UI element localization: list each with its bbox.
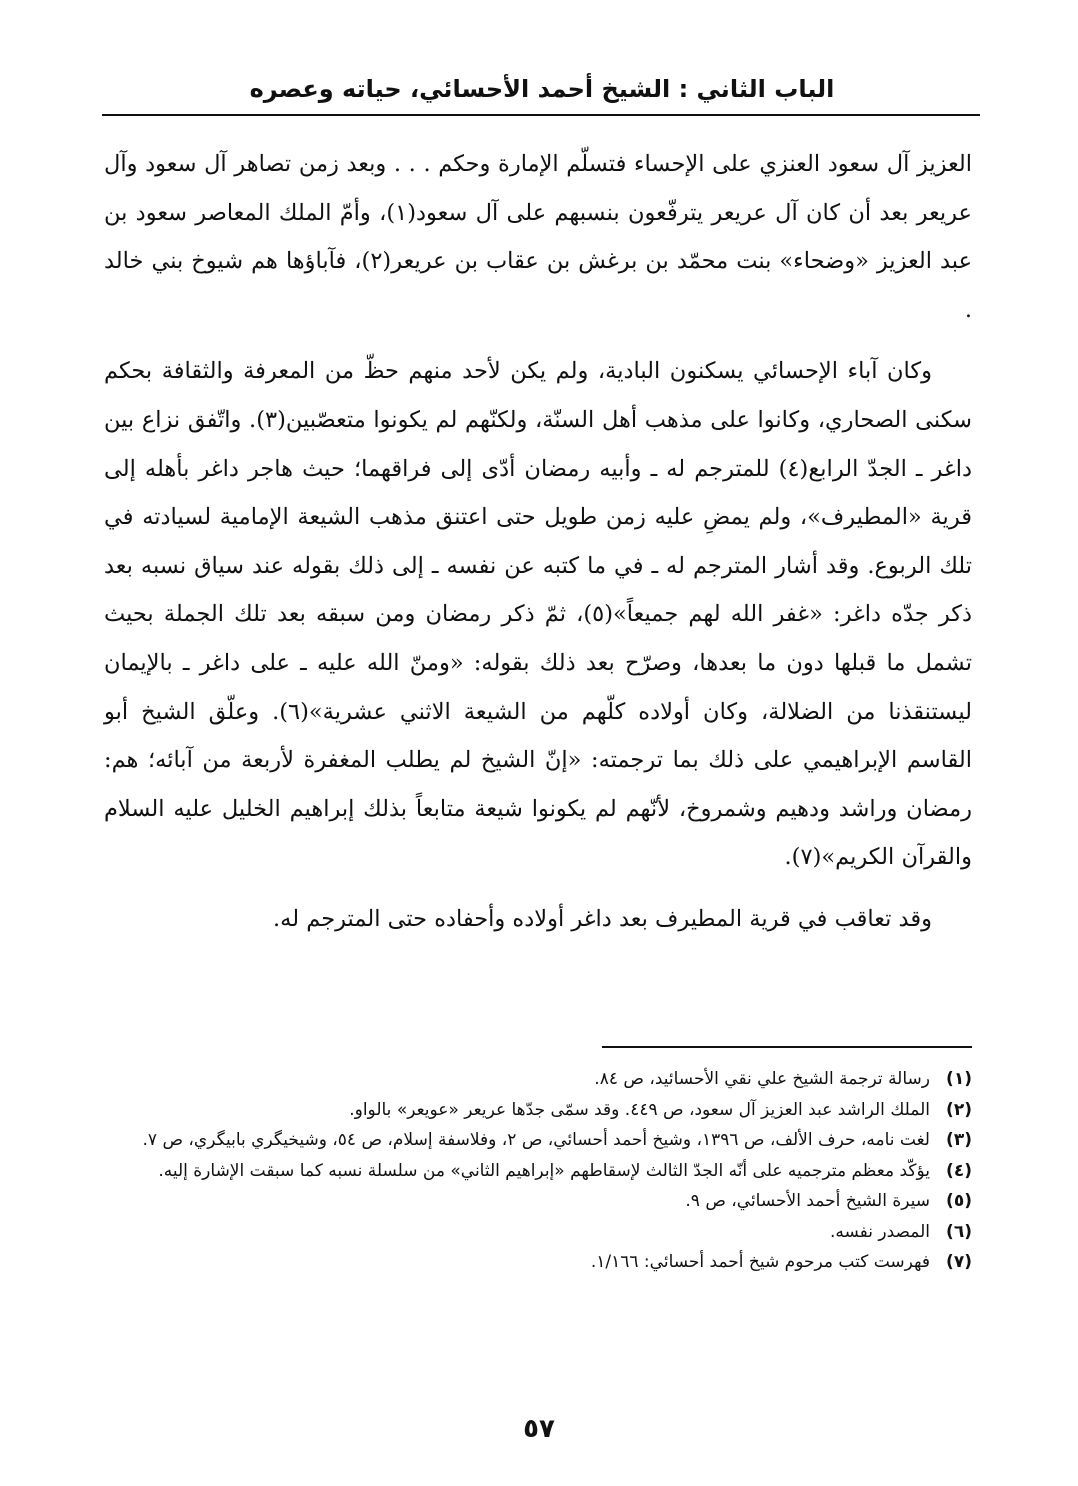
footnote-number: (٢) [946,1099,972,1120]
footnote-number: (٧) [946,1252,972,1272]
footnote-2 [108,1095,972,1126]
footnote-number: (٥) [946,1191,972,1211]
paragraph-2: وكان آباء الإحسائي يسكنون البادية، ولم يكن لأحد منهم حظّ من المعرفة والثقافة بحكم سكنى الصحاري، وكانوا على مذهب أهل السنّة، ولكنّهم لم يكونوا متعصّبين(٣). واتّفق نزاع بين داغر ـ الجدّ الرابع(٤) للمترجم له ـ وأبيه رمضان أدّى إلى فراقهما؛ حيث هاجر داغر بأهله إلى قرية «المطيرف»، ولم يمضِ عليه زمن طويل حتى اعتنق مذهب الشيعة الإمامية لسيادته في تلك الربوع. وقد أشار المترجم له ـ في ما كتبه عن نفسه ـ إلى ذلك بقوله عند سياق نسبه بعد ذكر جدّه داغر: «غفر الله لهم جميعاً»(٥)، ثمّ ذكر رمضان ومن سبقه بعد تلك الجملة بحيث تشمل ما قبلها دون ما بعدها، وصرّح بعد ذلك بقوله: «ومنّ الله عليه ـ على داغر ـ بالإيمان ليستنقذنا من الضلالة، وكان أولاده كلّهم من الشيعة الاثني عشرية»(٦). وعلّق الشيخ أبو القاسم الإبراهيمي على ذلك بما ترجمته: «إنّ الشيخ لم يطلب المغفرة لأربعة من آبائه؛ هم: رمضان وراشد ودهيم وشمروخ، لأنّهم لم يكونوا شيعة متابعاً بذلك إبراهيم الخليل عليه السلام والقرآن الكريم»(٧). [104,358,972,871]
footnote-number: (١) [946,1069,972,1089]
footnote-number: (٣) [946,1130,972,1150]
footnote-text: يؤكّد معظم مترجميه على أنّه الجدّ الثالث لإسقاطهم «إبراهيم الثاني» من سلسلة نسبه كما سبقت الإشارة إليه. [158,1160,930,1181]
footnote-text: المصدر نفسه. [829,1221,930,1242]
footnote-text: رسالة ترجمة الشيخ علي نقي الأحسائيد، ص ٨٤. [594,1069,930,1089]
footnote-7 [108,1247,972,1278]
page-number: ٥٧ [523,1414,555,1444]
footnote-text: سيرة الشيخ أحمد الأحسائي، ص ٩. [685,1191,930,1211]
paragraph-3: وقد تعاقب في قرية المطيرف بعد داغر أولاده وأحفاده حتى المترجم له. [273,905,932,932]
footnotes-list [108,1064,972,1278]
footnote-text: الملك الراشد عبد العزيز آل سعود، ص ٤٤٩. وقد سمّى جدّها عريعر «عويعر» بالواو. [349,1099,930,1120]
main-text [104,140,972,944]
footnote-divider [602,1046,972,1048]
paragraph-1: العزيز آل سعود العنزي على الإحساء فتسلّم الإمارة وحكم . . . وبعد زمن تصاهر آل سعود وآل عريعر بعد أن كان آل عريعر يترفّعون بنسبهم على آل سعود(١)، وأمّ الملك المعاصر سعود بن عبد العزيز «وضحاء» بنت محمّد بن برغش بن عقاب بن عريعر(٢)، فآباؤها هم شيوخ بني خالد . [104,151,972,323]
footnote-5 [108,1186,972,1217]
footnote-6 [108,1217,972,1248]
footnote-text: فهرست كتب مرحوم شيخ أحمد أحسائي: ١/١٦٦. [590,1252,930,1272]
footnote-3 [108,1125,972,1156]
header-divider [102,114,980,116]
footnote-4 [108,1156,972,1187]
running-header: الباب الثاني : الشيخ أحمد الأحسائي، حياته وعصره [249,75,835,103]
footnote-number: (٤) [946,1160,972,1181]
footnote-text: لغت نامه، حرف الألف، ص ١٣٩٦، وشيخ أحمد أحسائي، ص ٢، وفلاسفة إسلام، ص ٥٤، وشيخيگري بابيگري، ص ٧. [142,1130,930,1150]
footnote-1 [108,1064,972,1095]
footnote-number: (٦) [946,1221,972,1242]
